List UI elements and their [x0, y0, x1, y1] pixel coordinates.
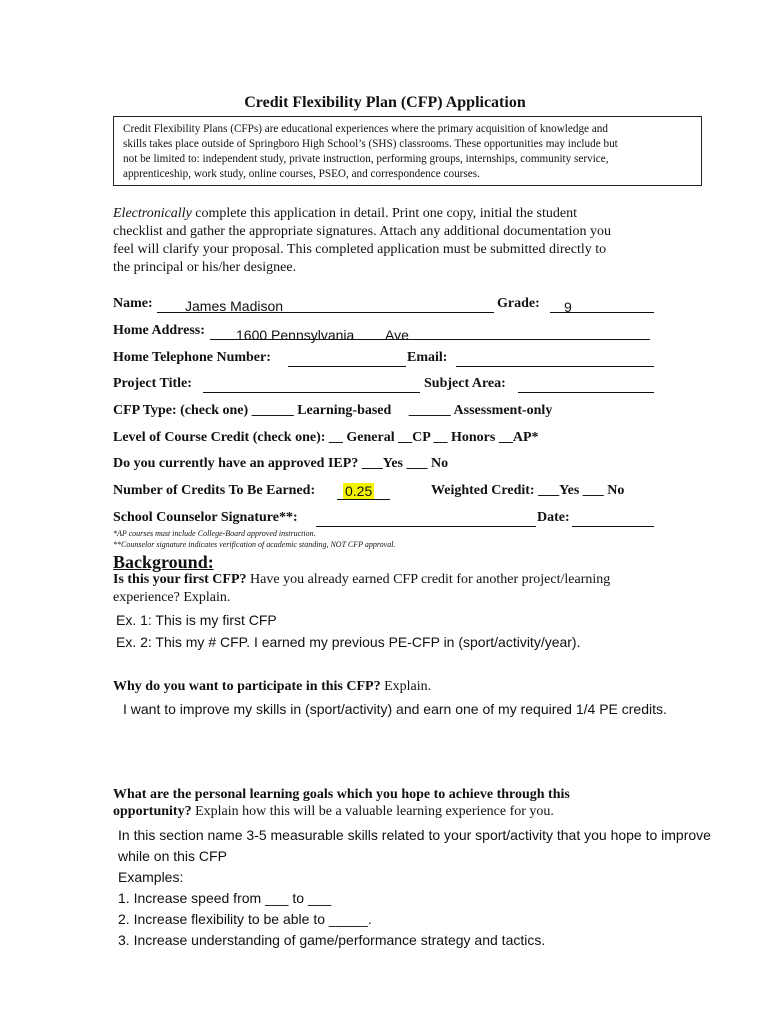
address-value-1: 1600 Pennsylvania — [236, 327, 355, 343]
answer-line[interactable]: 3. Increase understanding of game/performance strategy and tactics. — [118, 932, 546, 948]
weighted-credit-row[interactable]: Weighted Credit: ___Yes ___ No — [431, 483, 625, 498]
footnote-ap: *AP courses must include College-Board approved instruction. — [113, 529, 316, 538]
intro-italic: Electronically — [113, 206, 192, 221]
name-field[interactable] — [157, 297, 494, 313]
background-heading: Background: — [113, 552, 214, 572]
description-line: Credit Flexibility Plans (CFPs) are educational experiences where the primary acquisition of knowledge and — [123, 123, 608, 135]
credits-label: Number of Credits To Be Earned: — [113, 483, 316, 498]
question-first-cfp: Is this your first CFP? Have you already earned CFP credit for another project/learning — [113, 572, 611, 587]
answer-line[interactable]: Ex. 2: This my # CFP. I earned my previous PE-CFP in (sport/activity/year). — [116, 634, 581, 650]
name-value: James Madison — [185, 298, 284, 314]
date-field[interactable] — [572, 511, 654, 527]
question-first-cfp-line2: experience? Explain. — [113, 590, 231, 605]
description-box — [113, 116, 702, 186]
intro-line: complete this application in detail. Print one copy, initial the student — [191, 206, 577, 221]
subject-area-label: Subject Area: — [424, 376, 506, 391]
question-goals-line1: What are the personal learning goals which you hope to achieve through this — [113, 787, 570, 802]
date-label: Date: — [537, 510, 570, 525]
answer-line[interactable]: 2. Increase flexibility to be able to _____. — [118, 911, 372, 927]
page-title: Credit Flexibility Plan (CFP) Application — [244, 94, 526, 111]
phone-label: Home Telephone Number: — [113, 350, 271, 365]
answer-line[interactable]: In this section name 3-5 measurable skills related to your sport/activity that you hope to improve — [118, 827, 711, 843]
name-label: Name: — [113, 296, 153, 311]
subject-area-field[interactable] — [518, 377, 654, 393]
iep-row[interactable]: Do you currently have an approved IEP? ___Yes ___ No — [113, 456, 449, 471]
instructions — [113, 205, 668, 277]
cfp-type-row[interactable]: CFP Type: (check one) ______ Learning-based ______ Assessment-only — [113, 403, 553, 418]
address-label: Home Address: — [113, 323, 205, 338]
project-title-label: Project Title: — [113, 376, 192, 391]
project-title-field[interactable] — [203, 377, 420, 393]
description-line: not be limited to: independent study, private instruction, performing groups, internships, community service, — [123, 153, 609, 165]
course-level-row[interactable]: Level of Course Credit (check one): __ General __CP __ Honors __AP* — [113, 430, 539, 445]
footnote-counselor: **Counselor signature indicates verification of academic standing, NOT CFP approval. — [113, 540, 396, 549]
grade-value: 9 — [564, 299, 572, 315]
answer-line[interactable]: while on this CFP — [118, 848, 227, 864]
answer-line[interactable]: Ex. 1: This is my first CFP — [116, 612, 277, 628]
intro-line: the principal or his/her designee. — [113, 260, 297, 275]
answer-line[interactable]: 1. Increase speed from ___ to ___ — [118, 890, 332, 906]
address-field[interactable] — [210, 324, 650, 343]
email-field[interactable] — [456, 351, 654, 367]
address-value-2: Ave — [385, 327, 409, 343]
answer-line[interactable]: Examples: — [118, 869, 184, 885]
answer-line[interactable]: I want to improve my skills in (sport/activity) and earn one of my required 1/4 PE credits. — [123, 701, 667, 717]
counselor-signature-field[interactable] — [316, 511, 536, 527]
description-line: skills takes place outside of Springboro High School’s (SHS) classrooms. These opportunities may include but — [123, 138, 618, 150]
grade-label: Grade: — [497, 296, 540, 311]
description-line: apprenticeship, work study, online courses, PSEO, and correspondence courses. — [123, 168, 480, 180]
credits-field[interactable] — [337, 484, 390, 500]
email-label: Email: — [407, 350, 448, 365]
question-why-cfp: Why do you want to participate in this CFP? Explain. — [113, 679, 432, 694]
intro-line: checklist and gather the appropriate signatures. Attach any additional documentation you — [113, 224, 612, 239]
intro-line: feel will clarify your proposal. This completed application must be submitted directly to — [113, 242, 607, 257]
counselor-label: School Counselor Signature**: — [113, 510, 298, 525]
question-goals-line2: opportunity? Explain how this will be a valuable learning experience for you. — [113, 804, 554, 819]
grade-field[interactable] — [550, 297, 654, 313]
credits-value: 0.25 — [345, 483, 373, 499]
phone-field[interactable] — [288, 351, 406, 367]
